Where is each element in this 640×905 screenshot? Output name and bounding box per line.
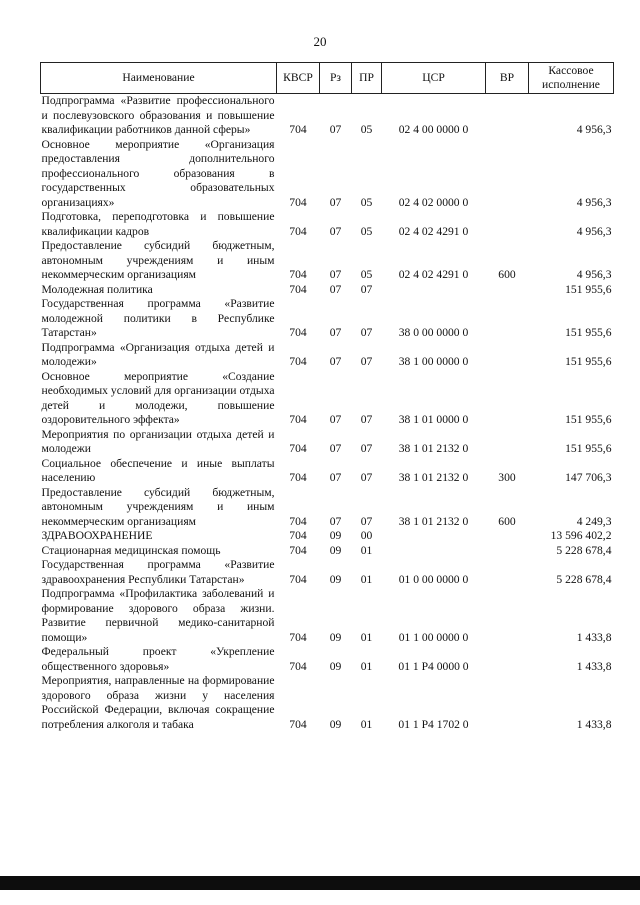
- row-amount: 13 596 402,2: [550, 529, 612, 542]
- row-csr: 38 1 01 2132 0: [398, 442, 469, 455]
- row-rz: 09: [329, 572, 342, 586]
- row-amount: 151 955,6: [565, 442, 612, 455]
- row-rz: 09: [329, 529, 342, 542]
- row-csr: 38 1 01 2132 0: [398, 514, 469, 528]
- row-amount: 1 433,8: [576, 630, 612, 644]
- header-vr: ВР: [486, 63, 529, 94]
- row-pr: 07: [360, 355, 373, 368]
- row-rz: 07: [329, 123, 342, 136]
- row-csr: 38 1 00 0000 0: [398, 355, 469, 368]
- row-amount: 151 955,6: [565, 326, 612, 339]
- row-kvsr: 704: [289, 224, 307, 238]
- table-row: [41, 674, 614, 732]
- table-row: [41, 94, 614, 138]
- row-name: Основное мероприятие «Создание необходимых условий для организации отдыха детей и молодежи, повышение оздоровительного эффекта»: [41, 369, 275, 426]
- row-pr: 01: [360, 630, 373, 644]
- row-csr: 01 1 P4 1702 0: [398, 717, 469, 731]
- row-pr: 05: [360, 195, 373, 209]
- table-row: [41, 239, 614, 283]
- row-vr: [486, 341, 529, 370]
- row-rz: 07: [329, 268, 342, 281]
- row-rz: 09: [329, 630, 342, 644]
- page-number: 20: [313, 34, 327, 49]
- row-name: Мероприятия по организации отдыха детей и молодежи: [41, 427, 275, 455]
- row-amount: 4 249,3: [576, 514, 612, 528]
- row-rz: 09: [329, 717, 342, 731]
- row-csr: [382, 283, 486, 298]
- row-name: Подпрограмма «Профилактика заболеваний и формирование здорового образа жизни. Развитие первичной медико-санитарной помощи»: [41, 587, 275, 644]
- row-kvsr: 704: [289, 572, 307, 586]
- row-kvsr: 704: [289, 326, 307, 339]
- row-vr: [486, 297, 529, 341]
- row-vr: [486, 94, 529, 138]
- row-amount: 4 956,3: [576, 123, 612, 136]
- row-kvsr: 704: [289, 413, 307, 426]
- row-vr: [486, 210, 529, 239]
- row-csr: 38 0 00 0000 0: [398, 326, 469, 339]
- table-row: [41, 558, 614, 587]
- table-row: [41, 341, 614, 370]
- row-pr: 07: [360, 514, 373, 528]
- row-kvsr: 704: [289, 659, 307, 673]
- row-pr: 01: [360, 543, 373, 557]
- table-row: [41, 529, 614, 544]
- header-rz: Рз: [320, 63, 352, 94]
- header-amount: Кассовое исполнение: [529, 63, 614, 94]
- row-vr: [486, 138, 529, 211]
- row-name: Государственная программа «Развитие молодежной политики в Республике Татарстан»: [41, 297, 275, 339]
- row-name: Основное мероприятие «Организация предоставления дополнительного профессионального образования в государственных образовательных организациях»: [41, 137, 275, 209]
- table-row: [41, 457, 614, 486]
- row-kvsr: 704: [289, 514, 307, 528]
- row-vr: [486, 428, 529, 457]
- header-csr: ЦСР: [382, 63, 486, 94]
- row-rz: 09: [329, 543, 342, 557]
- row-vr: [486, 674, 529, 732]
- row-vr: [486, 370, 529, 428]
- table-row: [41, 486, 614, 530]
- row-pr: 07: [360, 326, 373, 339]
- row-pr: 07: [360, 471, 373, 484]
- row-pr: 05: [360, 123, 373, 136]
- row-amount: 147 706,3: [565, 471, 612, 484]
- row-name: Мероприятия, направленные на формирование здорового образа жизни у населения Российской Федерации, включая сокращение потребления алкоголя и табака: [41, 674, 275, 731]
- header-pr: ПР: [352, 63, 382, 94]
- row-amount: 5 228 678,4: [556, 543, 612, 557]
- row-kvsr: 704: [289, 630, 307, 644]
- row-name: Стационарная медицинская помощь: [41, 543, 221, 557]
- table-row: [41, 370, 614, 428]
- row-rz: 07: [329, 282, 342, 296]
- budget-table: [40, 62, 614, 732]
- row-amount: 1 433,8: [576, 659, 612, 673]
- row-pr: 05: [360, 268, 373, 281]
- row-csr: [382, 544, 486, 559]
- row-kvsr: 704: [289, 282, 307, 296]
- row-rz: 07: [329, 514, 342, 528]
- row-rz: 07: [329, 471, 342, 484]
- row-pr: 01: [360, 659, 373, 673]
- row-csr: 38 1 01 0000 0: [398, 413, 469, 426]
- row-amount: 151 955,6: [565, 413, 612, 426]
- row-rz: 07: [329, 442, 342, 455]
- row-name: Предоставление субсидий бюджетным, автономным учреждениям и иным некоммерческим организациям: [41, 239, 275, 281]
- row-vr: 600: [498, 514, 516, 528]
- row-csr: 02 4 00 0000 0: [398, 123, 469, 136]
- row-name: Федеральный проект «Укрепление общественного здоровья»: [41, 645, 275, 673]
- row-csr: 01 0 00 0000 0: [398, 572, 469, 586]
- table-header-row: [41, 63, 614, 94]
- row-rz: 09: [329, 659, 342, 673]
- row-amount: 151 955,6: [565, 355, 612, 368]
- row-csr: 02 4 02 4291 0: [398, 224, 469, 238]
- table-row: [41, 283, 614, 298]
- row-kvsr: 704: [289, 195, 307, 209]
- header-name: Наименование: [41, 63, 277, 94]
- scan-bottom-bar: [0, 876, 640, 890]
- row-vr: 300: [498, 471, 516, 484]
- table-row: [41, 210, 614, 239]
- row-kvsr: 704: [289, 529, 307, 542]
- row-amount: 4 956,3: [576, 268, 612, 281]
- row-vr: [486, 529, 529, 544]
- row-pr: 01: [360, 717, 373, 731]
- row-pr: 07: [360, 282, 373, 296]
- row-vr: [486, 587, 529, 645]
- table-row: [41, 297, 614, 341]
- row-kvsr: 704: [289, 355, 307, 368]
- row-amount: 1 433,8: [576, 717, 612, 731]
- row-vr: [486, 558, 529, 587]
- row-kvsr: 704: [289, 717, 307, 731]
- header-kvsr: КВСР: [277, 63, 320, 94]
- row-name: Предоставление субсидий бюджетным, автономным учреждениям и иным некоммерческим организациям: [41, 485, 275, 528]
- row-name: Социальное обеспечение и иные выплаты населению: [41, 456, 275, 484]
- row-kvsr: 704: [289, 268, 307, 281]
- table-row: [41, 428, 614, 457]
- row-rz: 07: [329, 355, 342, 368]
- row-amount: 5 228 678,4: [556, 572, 612, 586]
- row-csr: 01 1 P4 0000 0: [398, 659, 469, 673]
- row-kvsr: 704: [289, 471, 307, 484]
- row-csr: 02 4 02 0000 0: [398, 195, 469, 209]
- row-rz: 07: [329, 224, 342, 238]
- row-name: ЗДРАВООХРАНЕНИЕ: [41, 529, 153, 542]
- row-name: Подпрограмма «Развитие профессионального и послевузовского образования и повышение квалификации работников данной сферы»: [41, 94, 275, 136]
- row-csr: 01 1 00 0000 0: [398, 630, 469, 644]
- row-kvsr: 704: [289, 543, 307, 557]
- row-name: Подпрограмма «Организация отдыха детей и молодежи»: [41, 340, 275, 368]
- row-amount: 4 956,3: [576, 224, 612, 238]
- row-rz: 07: [329, 413, 342, 426]
- row-csr: 02 4 02 4291 0: [398, 268, 469, 281]
- row-vr: 600: [498, 268, 516, 281]
- row-vr: [486, 283, 529, 298]
- table-row: [41, 138, 614, 211]
- row-amount: 151 955,6: [565, 282, 612, 296]
- row-name: Подготовка, переподготовка и повышение квалификации кадров: [41, 210, 275, 238]
- row-pr: 00: [360, 529, 373, 542]
- row-pr: 07: [360, 413, 373, 426]
- row-vr: [486, 645, 529, 674]
- row-name: Государственная программа «Развитие здравоохранения Республики Татарстан»: [41, 558, 275, 586]
- row-vr: [486, 544, 529, 559]
- row-rz: 07: [329, 195, 342, 209]
- row-rz: 07: [329, 326, 342, 339]
- row-csr: 38 1 01 2132 0: [398, 471, 469, 484]
- row-name: Молодежная политика: [41, 282, 153, 296]
- table-row: [41, 645, 614, 674]
- row-csr: [382, 529, 486, 544]
- row-amount: 4 956,3: [576, 195, 612, 209]
- row-kvsr: 704: [289, 442, 307, 455]
- row-kvsr: 704: [289, 123, 307, 136]
- row-pr: 05: [360, 224, 373, 238]
- table-row: [41, 587, 614, 645]
- table-row: [41, 544, 614, 559]
- row-pr: 07: [360, 442, 373, 455]
- row-pr: 01: [360, 572, 373, 586]
